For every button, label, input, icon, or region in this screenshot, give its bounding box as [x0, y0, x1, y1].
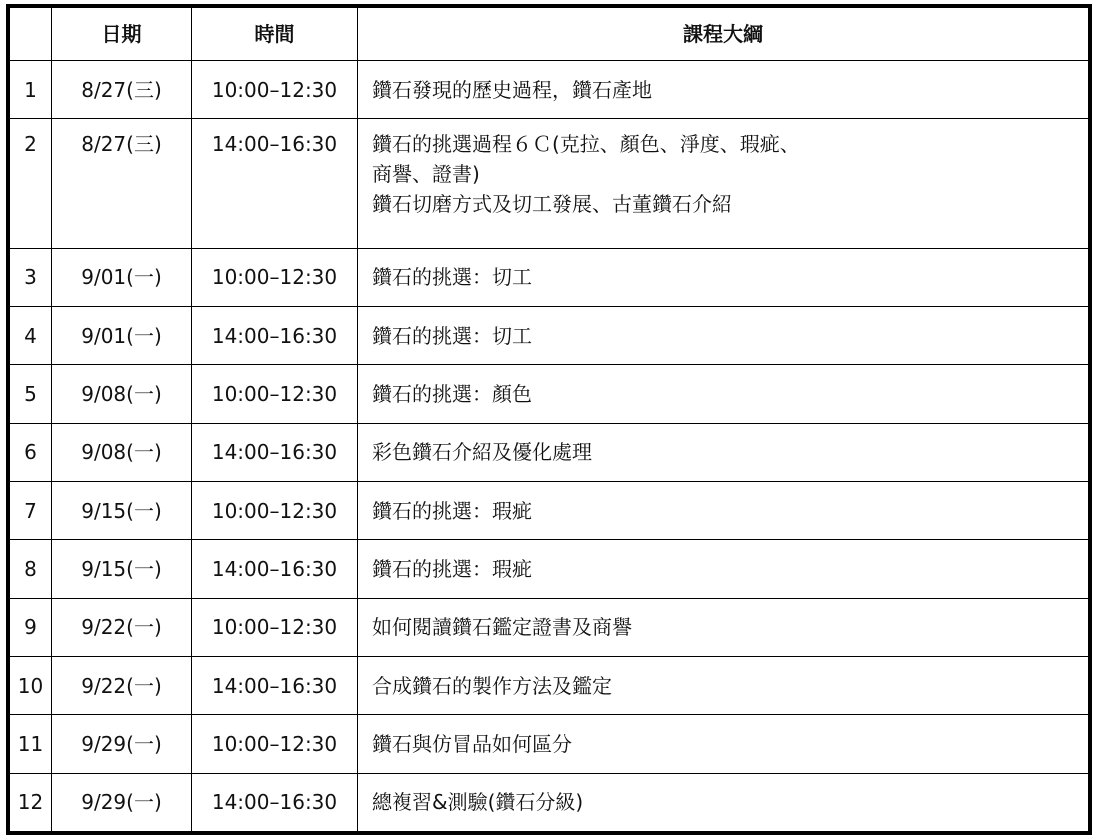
row-outline	[358, 248, 1089, 306]
row-number: 10	[10, 657, 52, 715]
row-date: 9/22(一)	[52, 657, 192, 715]
table-body	[10, 61, 1089, 832]
row-date: 9/01(一)	[52, 248, 192, 306]
outline-line: 鑽石的挑選：瑕疵	[372, 498, 532, 523]
outline-line: 鑽石的挑選：顏色	[372, 382, 532, 407]
row-date: 9/08(一)	[52, 365, 192, 423]
row-number: 3	[10, 248, 52, 306]
table-row	[10, 657, 1089, 715]
row-date: 9/08(一)	[52, 423, 192, 481]
table-row	[10, 248, 1089, 306]
row-outline	[358, 423, 1089, 481]
row-date: 8/27(三)	[52, 119, 192, 248]
row-outline	[358, 715, 1089, 773]
row-number: 4	[10, 307, 52, 365]
row-date: 9/29(一)	[52, 773, 192, 831]
table-row	[10, 773, 1089, 831]
row-outline	[358, 773, 1089, 831]
row-outline	[358, 540, 1089, 598]
table-row	[10, 598, 1089, 656]
outline-line: 鑽石的挑選：切工	[372, 265, 532, 290]
table-row	[10, 61, 1089, 119]
table-header-row	[10, 8, 1089, 61]
row-outline	[358, 482, 1089, 540]
row-number: 8	[10, 540, 52, 598]
table-row	[10, 423, 1089, 481]
row-date: 8/27(三)	[52, 61, 192, 119]
row-time: 10:00–12:30	[192, 61, 358, 119]
row-outline	[358, 61, 1089, 119]
row-time: 10:00–12:30	[192, 365, 358, 423]
row-outline	[358, 657, 1089, 715]
table-row	[10, 715, 1089, 773]
row-number: 9	[10, 598, 52, 656]
outline-line: 商譽、證書)	[372, 162, 480, 187]
outline-line: 總複習&測驗(鑽石分級)	[372, 790, 584, 815]
row-number: 5	[10, 365, 52, 423]
row-number: 12	[10, 773, 52, 831]
table-row	[10, 365, 1089, 423]
row-time: 14:00–16:30	[192, 657, 358, 715]
header-index	[10, 8, 52, 61]
row-time: 14:00–16:30	[192, 540, 358, 598]
row-date: 9/01(一)	[52, 307, 192, 365]
row-number: 11	[10, 715, 52, 773]
outline-line: 鑽石切磨方式及切工發展、古董鑽石介紹	[372, 192, 732, 217]
row-number: 2	[10, 119, 52, 248]
row-date: 9/15(一)	[52, 482, 192, 540]
row-time: 14:00–16:30	[192, 423, 358, 481]
header-time: 時間	[192, 8, 358, 61]
row-outline	[358, 119, 1089, 248]
schedule-table-container	[6, 4, 1092, 835]
outline-line: 鑽石的挑選過程６Ｃ(克拉、顏色、淨度、瑕疵、	[372, 132, 800, 157]
row-outline	[358, 307, 1089, 365]
row-time: 14:00–16:30	[192, 773, 358, 831]
table-row	[10, 482, 1089, 540]
row-time: 10:00–12:30	[192, 482, 358, 540]
header-date: 日期	[52, 8, 192, 61]
table-row	[10, 307, 1089, 365]
row-outline	[358, 365, 1089, 423]
table-row	[10, 119, 1089, 248]
row-time: 10:00–12:30	[192, 598, 358, 656]
row-number: 6	[10, 423, 52, 481]
outline-line: 如何閱讀鑽石鑑定證書及商譽	[372, 615, 632, 640]
outline-line: 鑽石的挑選：切工	[372, 323, 532, 348]
outline-line: 鑽石的挑選：瑕疵	[372, 557, 532, 581]
outline-line: 鑽石與仿冒品如何區分	[372, 731, 572, 756]
row-date: 9/22(一)	[52, 598, 192, 656]
row-time: 10:00–12:30	[192, 715, 358, 773]
outline-line: 彩色鑽石介紹及優化處理	[372, 440, 592, 465]
row-time: 14:00–16:30	[192, 307, 358, 365]
row-outline	[358, 598, 1089, 656]
table-row	[10, 540, 1089, 598]
row-number: 7	[10, 482, 52, 540]
course-schedule-table	[9, 7, 1089, 832]
outline-line: 鑽石發現的歷史過程，鑽石產地	[372, 77, 652, 102]
outline-line: 合成鑽石的製作方法及鑑定	[372, 673, 612, 698]
row-number: 1	[10, 61, 52, 119]
row-date: 9/29(一)	[52, 715, 192, 773]
header-outline: 課程大綱	[358, 8, 1089, 61]
row-date: 9/15(一)	[52, 540, 192, 598]
row-time: 10:00–12:30	[192, 248, 358, 306]
row-time: 14:00–16:30	[192, 119, 358, 248]
